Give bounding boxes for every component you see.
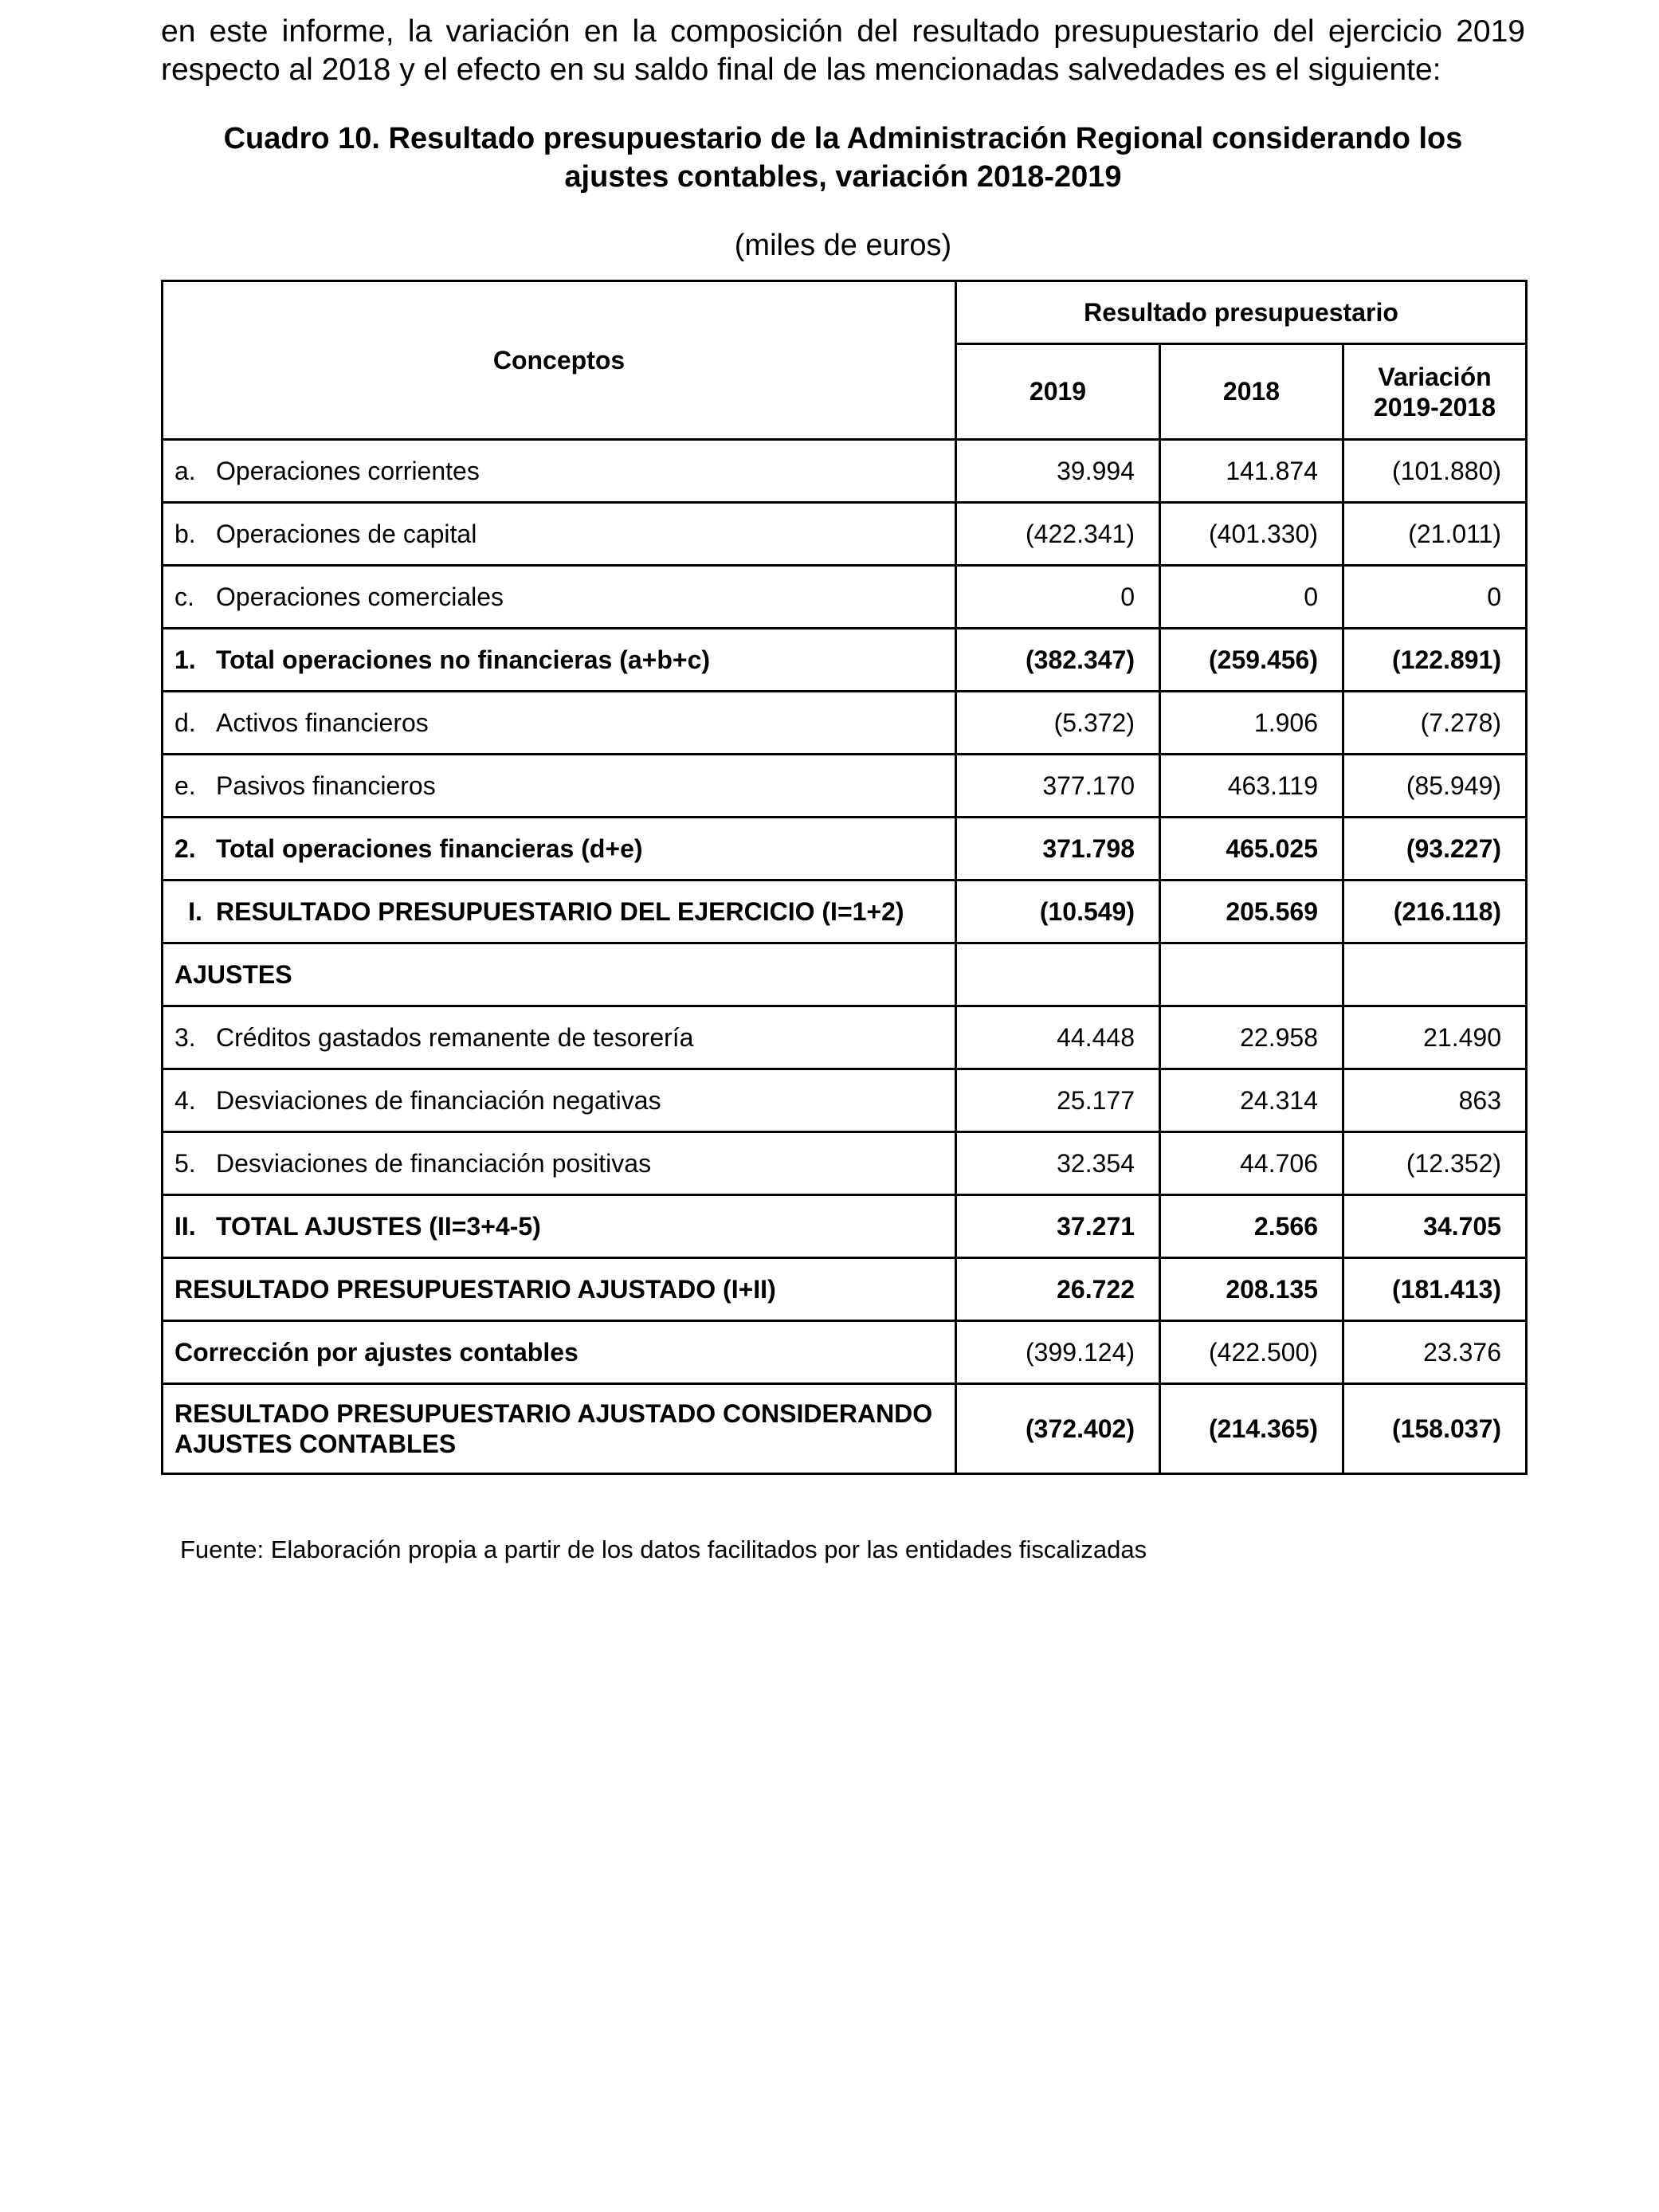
row-marker: d. — [175, 708, 196, 737]
row-concept — [163, 566, 956, 629]
row-marker: 1. — [175, 645, 196, 674]
header-2018: 2018 — [1160, 344, 1343, 440]
row-concept — [163, 880, 956, 943]
cell-2018: 2.566 — [1160, 1195, 1343, 1258]
header-2019: 2019 — [956, 344, 1160, 440]
header-variacion — [1343, 344, 1527, 440]
cell-2019: 26.722 — [956, 1258, 1160, 1321]
table-row — [163, 566, 1527, 629]
cell-variacion: (216.118) — [1343, 880, 1527, 943]
intro-line-1: en este informe, la variación en la composición del resultado presupuestario del ejercicio 2019 — [161, 14, 1525, 49]
units-label: (miles de euros) — [734, 229, 952, 262]
table-row-total — [163, 818, 1527, 880]
table-row — [163, 503, 1527, 566]
row-marker: b. — [175, 519, 196, 548]
row-marker: e. — [175, 771, 196, 800]
table-row-correction — [163, 1321, 1527, 1384]
cell-variacion: (93.227) — [1343, 818, 1527, 880]
cell-2018: 208.135 — [1160, 1258, 1343, 1321]
header-variacion-line-1: Variación — [1378, 362, 1492, 391]
cell-variacion: (7.278) — [1343, 692, 1527, 755]
row-concept — [163, 1069, 956, 1132]
row-concept — [163, 1006, 956, 1069]
cell-empty — [1160, 943, 1343, 1006]
table-row-total — [163, 1195, 1527, 1258]
row-concept — [163, 503, 956, 566]
cell-empty — [956, 943, 1160, 1006]
intro-line-2: respecto al 2018 y el efecto en su saldo final de las mencionadas salvedades es el siguiente: — [161, 53, 1441, 87]
cell-2019: (10.549) — [956, 880, 1160, 943]
row-label: Desviaciones de financiación positivas — [216, 1148, 652, 1178]
table-row-section — [163, 943, 1527, 1006]
cell-2018: (401.330) — [1160, 503, 1343, 566]
table-row-final — [163, 1384, 1527, 1474]
row-label — [163, 1384, 956, 1474]
cell-2019: 44.448 — [956, 1006, 1160, 1069]
cell-2019: 371.798 — [956, 818, 1160, 880]
table-row — [163, 755, 1527, 818]
row-label: Operaciones corrientes — [216, 456, 480, 485]
table-row-total — [163, 880, 1527, 943]
cell-2019: 37.271 — [956, 1195, 1160, 1258]
cell-2019: (382.347) — [956, 629, 1160, 692]
cell-variacion: (122.891) — [1343, 629, 1527, 692]
cell-2018: 44.706 — [1160, 1132, 1343, 1195]
row-label: Operaciones comerciales — [216, 582, 504, 611]
row-label: Corrección por ajustes contables — [163, 1321, 956, 1384]
table-title-line-1: Cuadro 10. Resultado presupuestario de la Administración Regional considerando los — [223, 122, 1463, 155]
cell-2018: 1.906 — [1160, 692, 1343, 755]
row-label: Pasivos financieros — [216, 771, 436, 800]
row-marker: 4. — [175, 1085, 196, 1115]
table-row-total — [163, 1258, 1527, 1321]
cell-variacion: 0 — [1343, 566, 1527, 629]
cell-2019: 377.170 — [956, 755, 1160, 818]
budget-result-table — [161, 280, 1528, 1475]
table-row — [163, 1006, 1527, 1069]
section-ajustes: AJUSTES — [163, 943, 956, 1006]
cell-2018: 0 — [1160, 566, 1343, 629]
cell-2018: 22.958 — [1160, 1006, 1343, 1069]
table-row — [163, 440, 1527, 503]
cell-variacion: (85.949) — [1343, 755, 1527, 818]
cell-2019: 39.994 — [956, 440, 1160, 503]
row-concept — [163, 1132, 956, 1195]
cell-2018: (422.500) — [1160, 1321, 1343, 1384]
table-row — [163, 692, 1527, 755]
row-marker: I. — [188, 896, 202, 926]
cell-2019: (5.372) — [956, 692, 1160, 755]
row-label: RESULTADO PRESUPUESTARIO DEL EJERCICIO (I=1+2) — [216, 896, 904, 926]
row-marker: 5. — [175, 1148, 196, 1178]
intro-paragraph — [161, 13, 1525, 89]
row-concept — [163, 629, 956, 692]
row-label-line-2: AJUSTES CONTABLES — [175, 1430, 457, 1458]
cell-2018: (259.456) — [1160, 629, 1343, 692]
row-marker: 3. — [175, 1022, 196, 1052]
row-marker: 2. — [175, 833, 196, 863]
row-label: Desviaciones de financiación negativas — [216, 1085, 661, 1115]
header-conceptos: Conceptos — [163, 281, 956, 440]
cell-variacion: 23.376 — [1343, 1321, 1527, 1384]
cell-variacion: (181.413) — [1343, 1258, 1527, 1321]
cell-2019: (372.402) — [956, 1384, 1160, 1474]
row-label: Total operaciones no financieras (a+b+c) — [216, 645, 711, 674]
row-concept — [163, 692, 956, 755]
table-title — [161, 120, 1525, 196]
row-concept — [163, 440, 956, 503]
table-row — [163, 1132, 1527, 1195]
cell-empty — [1343, 943, 1527, 1006]
row-marker: a. — [175, 456, 196, 485]
cell-variacion: 21.490 — [1343, 1006, 1527, 1069]
cell-2018: 465.025 — [1160, 818, 1343, 880]
cell-2018: (214.365) — [1160, 1384, 1343, 1474]
row-concept — [163, 755, 956, 818]
cell-2019: 0 — [956, 566, 1160, 629]
row-concept — [163, 818, 956, 880]
cell-2019: 32.354 — [956, 1132, 1160, 1195]
header-resultado-presupuestario: Resultado presupuestario — [956, 281, 1527, 344]
row-label: TOTAL AJUSTES (II=3+4-5) — [216, 1211, 541, 1241]
row-label-line-1: RESULTADO PRESUPUESTARIO AJUSTADO CONSIDERANDO — [175, 1399, 933, 1428]
row-label: RESULTADO PRESUPUESTARIO AJUSTADO (I+II) — [163, 1258, 956, 1321]
row-label: Operaciones de capital — [216, 519, 477, 548]
row-concept — [163, 1195, 956, 1258]
cell-variacion: (12.352) — [1343, 1132, 1527, 1195]
cell-2019: (399.124) — [956, 1321, 1160, 1384]
table-row — [163, 1069, 1527, 1132]
cell-2018: 205.569 — [1160, 880, 1343, 943]
source-note: Fuente: Elaboración propia a partir de los datos facilitados por las entidades fiscalizadas — [180, 1535, 1147, 1563]
header-row-1 — [163, 281, 1527, 344]
cell-2018: 24.314 — [1160, 1069, 1343, 1132]
table-title-line-2: ajustes contables, variación 2018-2019 — [564, 160, 1122, 194]
table-row-total — [163, 629, 1527, 692]
header-variacion-line-2: 2019-2018 — [1373, 392, 1496, 422]
cell-variacion: 863 — [1343, 1069, 1527, 1132]
row-marker: c. — [175, 582, 194, 611]
cell-2018: 463.119 — [1160, 755, 1343, 818]
cell-2019: 25.177 — [956, 1069, 1160, 1132]
cell-2018: 141.874 — [1160, 440, 1343, 503]
cell-variacion: (158.037) — [1343, 1384, 1527, 1474]
row-label: Total operaciones financieras (d+e) — [216, 833, 643, 863]
row-marker: II. — [175, 1211, 196, 1241]
cell-variacion: (101.880) — [1343, 440, 1527, 503]
cell-2019: (422.341) — [956, 503, 1160, 566]
cell-variacion: 34.705 — [1343, 1195, 1527, 1258]
cell-variacion: (21.011) — [1343, 503, 1527, 566]
row-label: Activos financieros — [216, 708, 429, 737]
row-label: Créditos gastados remanente de tesorería — [216, 1022, 694, 1052]
